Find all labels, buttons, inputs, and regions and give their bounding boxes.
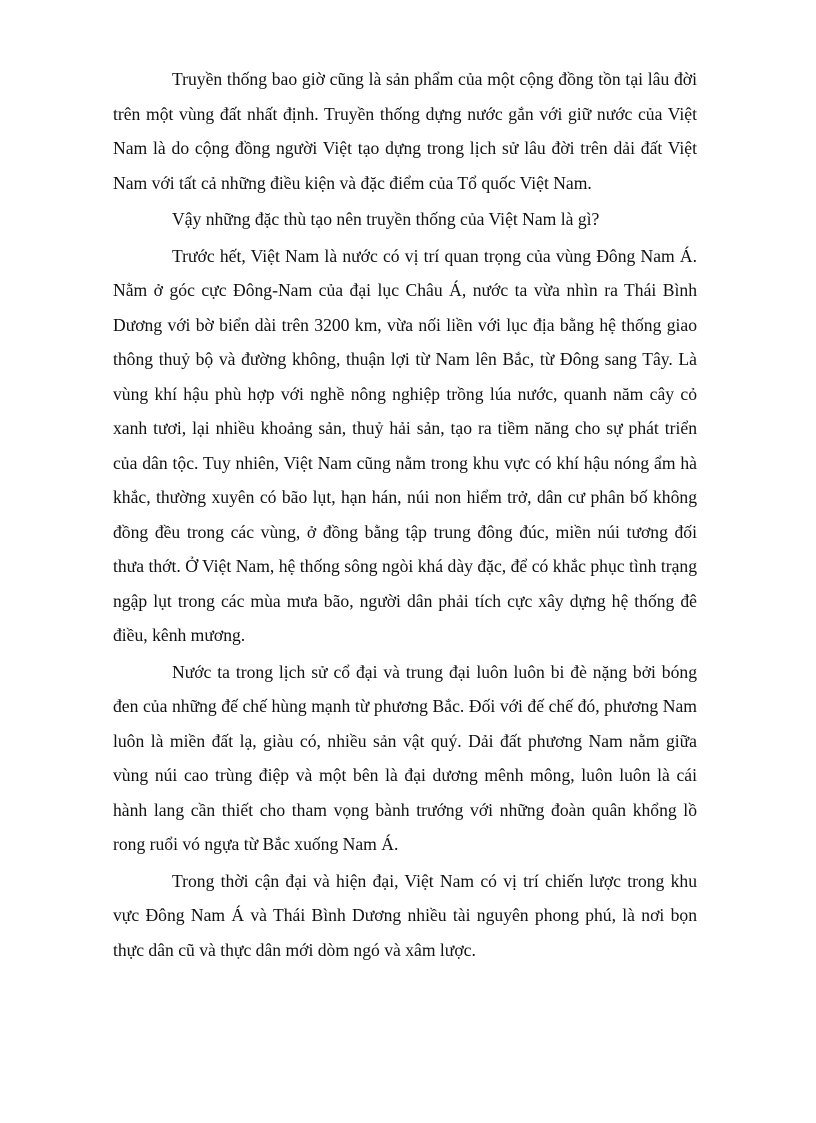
body-text xyxy=(113,62,697,967)
paragraph-1: Truyền thống bao giờ cũng là sản phẩm của một cộng đồng tồn tại lâu đời trên một vùng đất nhất định. Truyền thống dựng nước gắn với giữ nước của Việt Nam là do cộng đồng người Việt tạo dựng trong lịch sử lâu đời trên dải đất Việt Nam với tất cả những điều kiện và đặc điểm của Tổ quốc Việt Nam. xyxy=(113,69,697,193)
paragraph-4: Nước ta trong lịch sử cổ đại và trung đại luôn luôn bi đè nặng bởi bóng đen của những đế chế hùng mạnh từ phương Bắc. Đối với đế chế đó, phương Nam luôn là miền đất lạ, giàu có, nhiều sản vật quý. Dải đất phương Nam nằm giữa vùng núi cao trùng điệp và một bên là đại dương mênh mông, luôn luôn là cái hành lang cần thiết cho tham vọng bành trướng với những đoàn quân khổng lồ rong ruổi vó ngựa từ Bắc xuống Nam Á. xyxy=(113,661,697,854)
paragraph-2: Vậy những đặc thù tạo nên truyền thống của Việt Nam là gì? xyxy=(172,209,600,229)
paragraph-5: Trong thời cận đại và hiện đại, Việt Nam có vị trí chiến lược trong khu vực Đông Nam Á và Thái Bình Dương nhiều tài nguyên phong phú, là nơi bọn thực dân cũ và thực dân mới dòm ngó và xâm lược. xyxy=(113,870,697,960)
paragraph-3: Trước hết, Việt Nam là nước có vị trí quan trọng của vùng Đông Nam Á. Nằm ở góc cực Đông-Nam của đại lục Châu Á, nước ta vừa nhìn ra Thái Bình Dương với bờ biển dài trên 3200 km, vừa nối liền với lục địa bằng hệ thống giao thông thuỷ bộ và đường không, thuận lợi từ Nam lên Bắc, từ Đông sang Tây. Là vùng khí hậu phù hợp với nghề nông nghiệp trồng lúa nước, quanh năm cây cỏ xanh tươi, lại nhiều khoảng sản, thuỷ hải sản, tạo ra tiềm năng cho sự phát triển của dân tộc. Tuy nhiên, Việt Nam cũng nằm trong khu vực có khí hậu nóng ẩm hà khắc, thường xuyên có bão lụt, hạn hán, núi non hiểm trở, dân cư phân bố không đồng đều trong các vùng, ở đồng bằng tập trung đông đúc, miền núi tương đối thưa thớt. Ở Việt Nam, hệ thống sông ngòi khá dày đặc, để có khắc phục tình trạng ngập lụt trong các mùa mưa bão, người dân phải tích cực xây dựng hệ thống đê điều, kênh mương. xyxy=(113,245,697,645)
